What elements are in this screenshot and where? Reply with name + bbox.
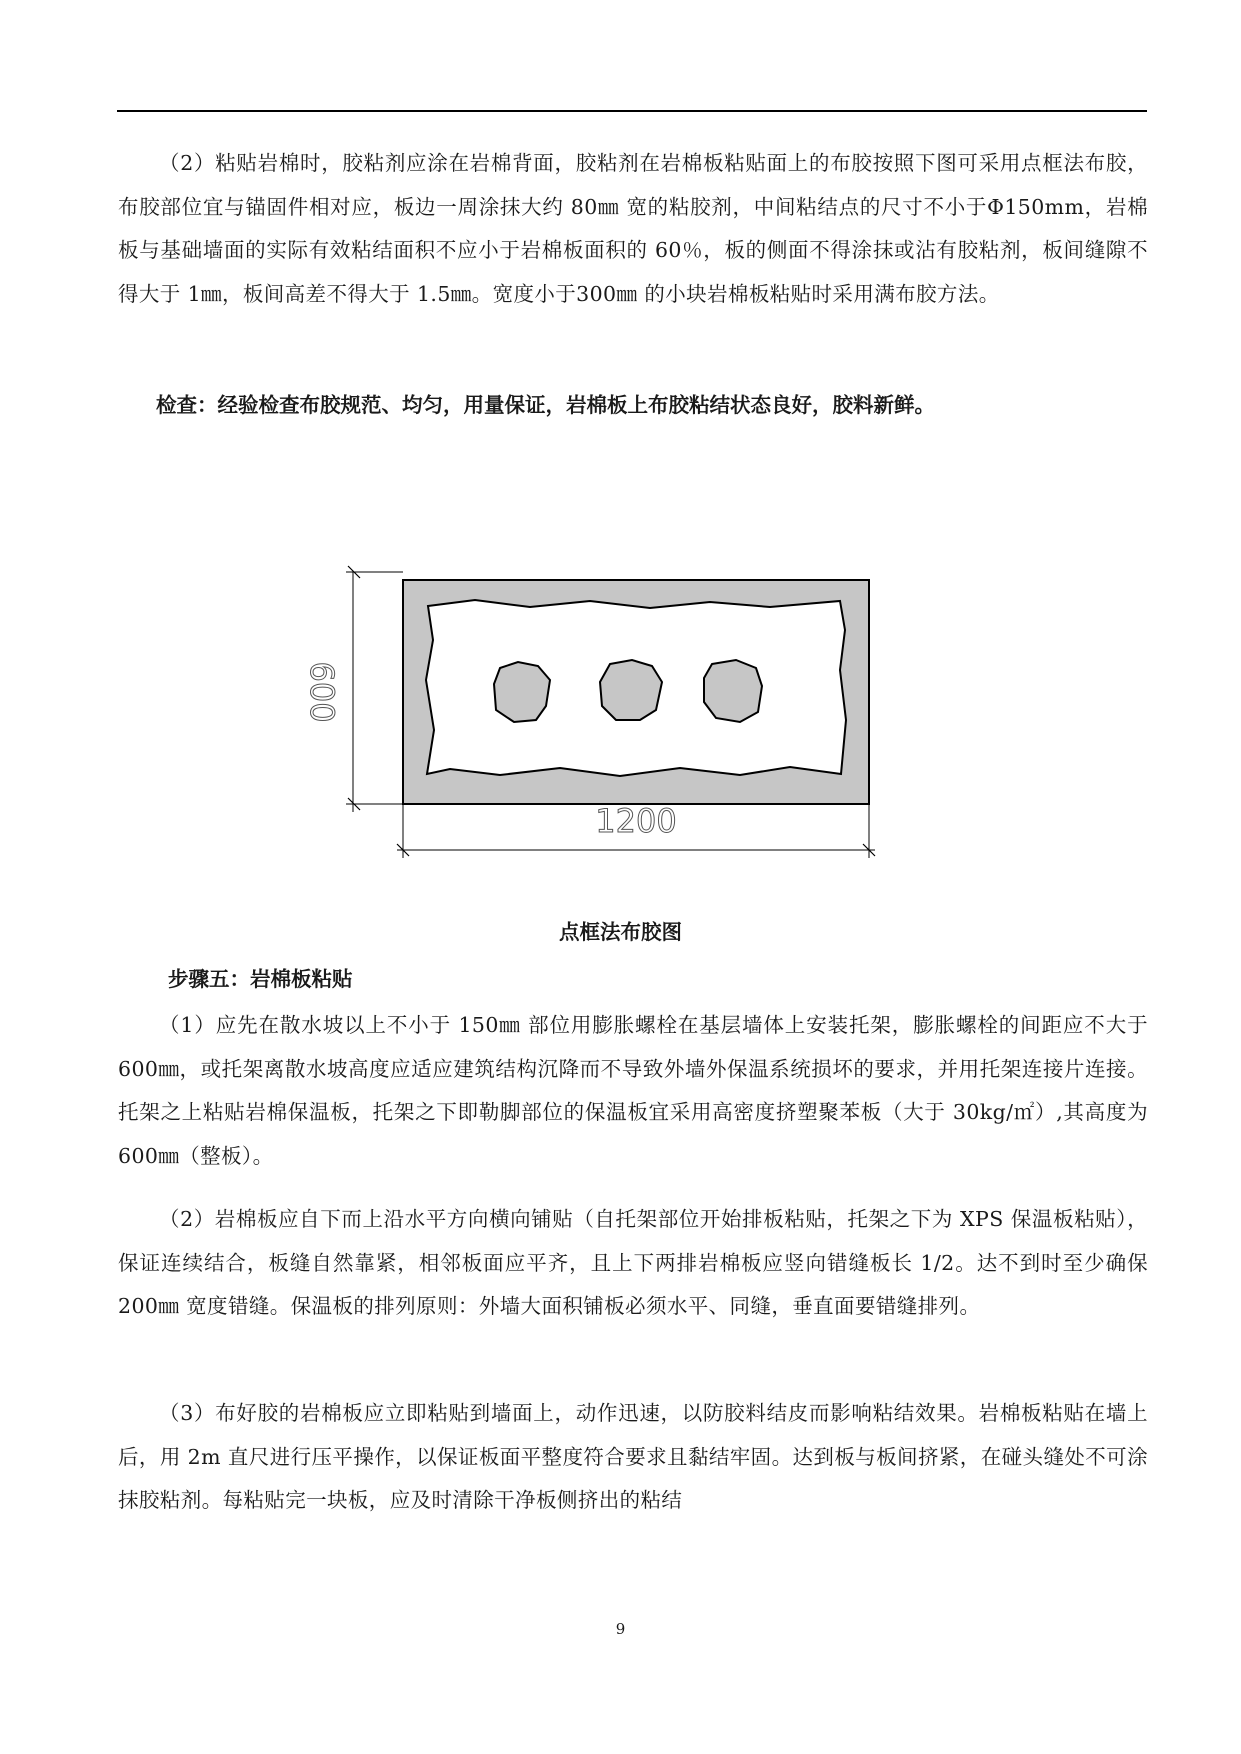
paragraph-adhesive-application: （2）粘贴岩棉时，胶粘剂应涂在岩棉背面，胶粘剂在岩棉板粘贴面上的布胶按照下图可采用点框法布胶，布胶部位宜与锚固件相对应，板边一周涂抹大约 80㎜ 宽的粘胶剂，中间粘结点的尺寸不小于Φ150mm，岩棉板与基础墙面的实际有效粘结面积不应小于岩棉板面积的 60％，板的侧面不得涂抹或沾有胶粘剂，板间缝隙不得大于 1㎜，板间高差不得大于 1.5㎜。宽度小于300㎜ 的小块岩棉板粘贴时采用满布胶方法。: [118, 151, 1148, 306]
figure-caption: 点框法布胶图: [559, 920, 682, 944]
adhesive-dot-3: [704, 660, 762, 722]
page-number: 9: [615, 1620, 626, 1638]
paragraph-step5-1: （1）应先在散水坡以上不小于 150㎜ 部位用膨胀螺栓在基层墙体上安装托架，膨胀螺栓的间距应不大于 600㎜，或托架离散水坡高度应适应建筑结构沉降而不导致外墙外保温系统损坏的要求，并用托架连接片连接。托架之上粘贴岩棉保温板，托架之下即勒脚部位的保温板宜采用高密度挤塑聚苯板（大于 30kg/㎡）,其高度为 600㎜（整板）。: [118, 1013, 1148, 1168]
inspection-note: 检查：经验检查布胶规范、均匀，用量保证，岩棉板上布胶粘结状态良好，胶料新鲜。: [156, 393, 935, 417]
adhesive-dot-1: [494, 662, 550, 722]
dimension-width-label: 1200: [595, 802, 677, 840]
paragraph-step5-2: （2）岩棉板应自下而上沿水平方向横向铺贴（自托架部位开始排板粘贴，托架之下为 XPS 保温板粘贴），保证连续结合，板缝自然靠紧，相邻板面应平齐，且上下两排岩棉板应竖向错缝板长 1/2。达不到时至少确保 200㎜ 宽度错缝。保温板的排列原则：外墙大面积铺板必须水平、同缝，垂直面要错缝排列。: [118, 1207, 1148, 1318]
step-heading: 步骤五：岩棉板粘贴: [168, 967, 353, 991]
dot-frame-adhesive-diagram: [300, 560, 900, 880]
dimension-height-label: 600: [303, 661, 341, 723]
adhesive-dot-2: [600, 660, 662, 720]
paragraph-step5-3: （3）布好胶的岩棉板应立即粘贴到墙面上，动作迅速，以防胶料结皮而影响粘结效果。岩棉板粘贴在墙上后，用 2m 直尺进行压平操作，以保证板面平整度符合要求且黏结牢固。达到板与板间挤紧，在碰头缝处不可涂抹胶粘剂。每粘贴完一块板，应及时清除干净板侧挤出的粘结: [118, 1401, 1148, 1512]
header-rule: [117, 110, 1147, 112]
